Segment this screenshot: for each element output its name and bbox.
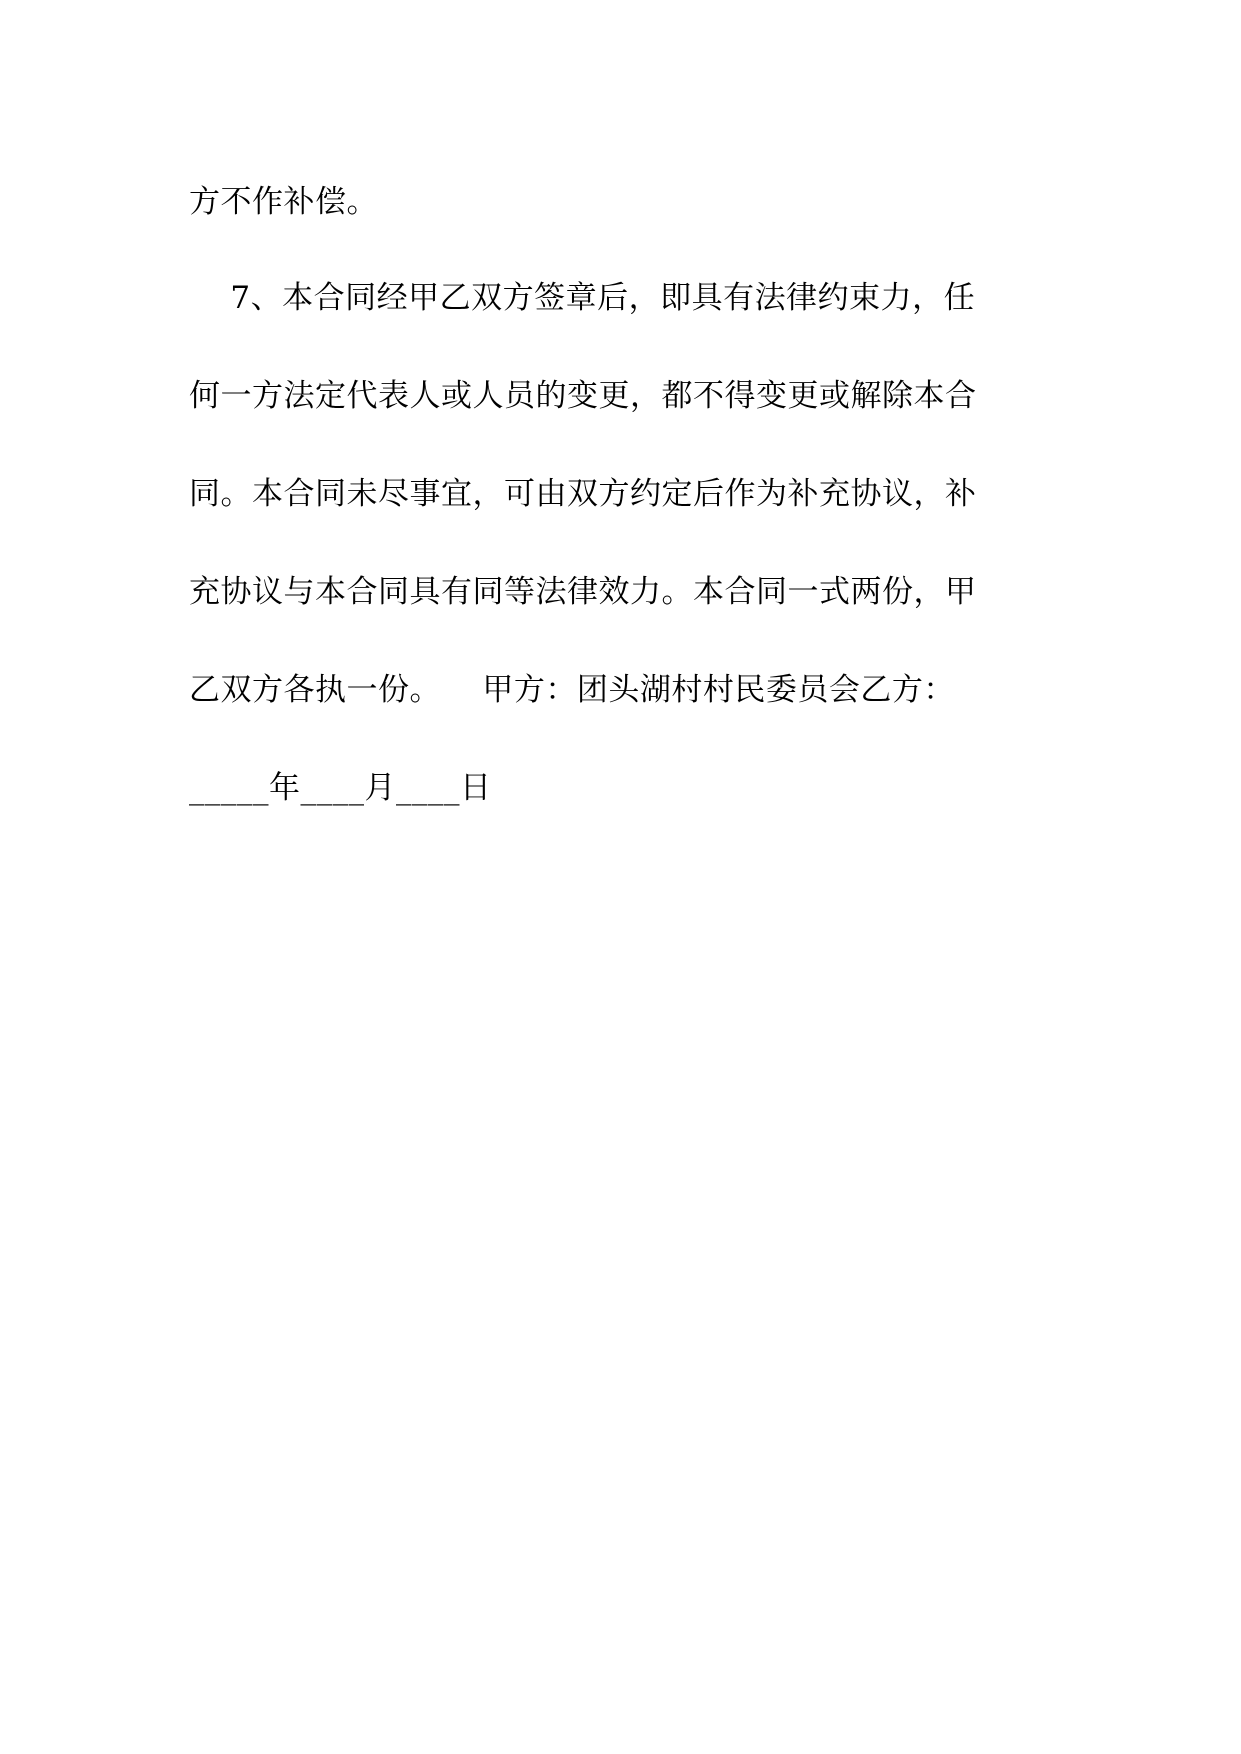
paragraph-line: 方不作补偿。 [189, 184, 378, 220]
paragraph-line: 同。本合同未尽事宜，可由双方约定后作为补充协议，补 [189, 476, 977, 512]
date-line: _____年____月____日 [189, 770, 492, 806]
paragraph-line: 充协议与本合同具有同等法律效力。本合同一式两份，甲 [189, 574, 977, 610]
signature-line: 乙双方各执一份。 甲方：团头湖村村民委员会乙方： [189, 672, 955, 708]
paragraph-line: 7、本合同经甲乙双方签章后，即具有法律约束力，任 [189, 280, 976, 316]
paragraph-line: 何一方法定代表人或人员的变更，都不得变更或解除本合 [189, 378, 977, 414]
